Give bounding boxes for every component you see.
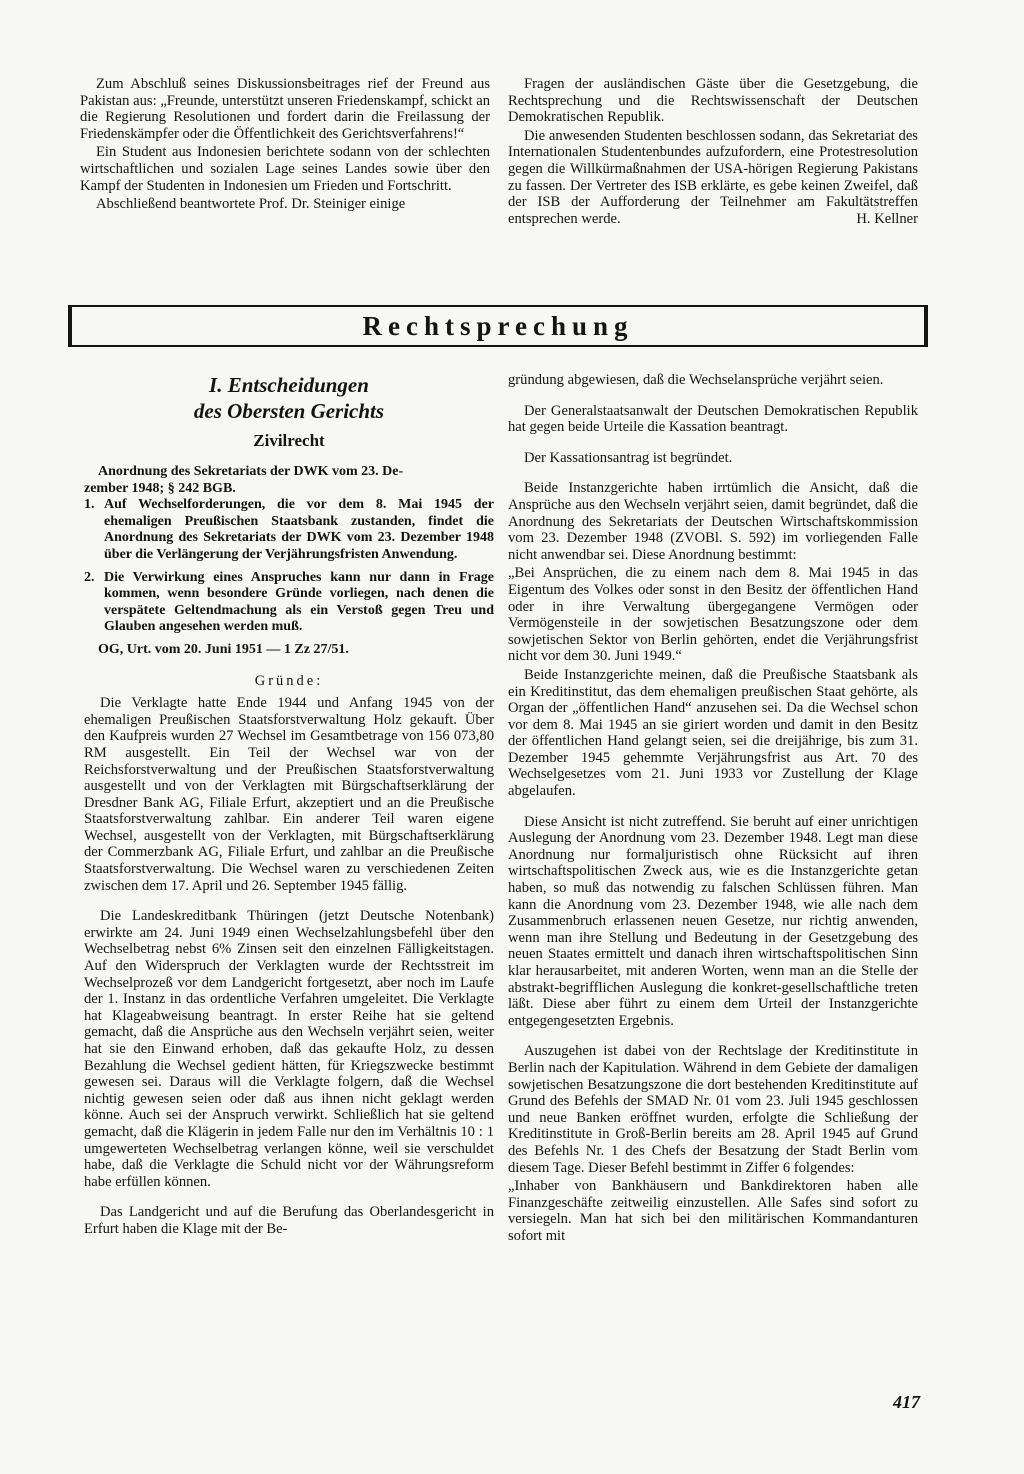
headnote-text: Auf Wechselforderungen, die vor dem 8. Mai 1945 der ehemaligen Preußischen Staatsbank zustanden, findet die Anordnung des Sekretariats der DWK vom 23. Dezember 1948 über die Verlängerung der Verjährungsfristen Anwendung. (104, 497, 494, 562)
paragraph: Die Verklagte hatte Ende 1944 und Anfang 1945 von der ehemaligen Preußischen Staatsforstverwaltung Holz gekauft. Über den Kaufpreis wurden 27 Wechsel im Gesamtbetrage von 156 073,80 RM ausgestellt. Ein Teil der Wechsel war von der Reichsforstverwaltung und der Preußischen Staatsforstverwaltung ausgestellt und von der Verklagten mit Bürgschaftserklärung der Dresdner Bank AG, Filiale Erfurt, akzeptiert und an die Preußische Staatsforstverwaltung zahlbar. Ein anderer Teil waren eigene Wechsel, ausgestellt von der Verklagten, mit Bürgschaftserklärung der Commerzbank AG, Filiale Erfurt, und zahlbar an die Preußische Staatsforstverwaltung. Die Wechsel waren zu verschiedenen Zeiten zwischen dem 17. April und 26. September 1945 fällig. (84, 695, 494, 894)
paragraph: Zum Abschluß seines Diskussionsbeitrages rief der Freund aus Pakistan aus: „Freunde, unterstützt unseren Friedenskampf, schickt an die Regierung Resolutionen und fordert darin die Freilassung der Friedenskämpfer oder die Öffentlichkeit des Gerichtsverfahrens!“ (80, 76, 490, 142)
subheading: Zivilrecht (253, 431, 325, 450)
paragraph: Auszugehen ist dabei von der Rechtslage der Kreditinstitute in Berlin nach der Kapitulation. Während in dem Gebiete der damaligen sowjetischen Besatzungszone die dort bestehenden Kreditinstitute auf Grund des Befehls der SMAD Nr. 01 vom 23. Juli 1945 geschlossen und neue Banken eröffnet wurden, erfolgte die Schließung der Kreditinstitute in Groß-Berlin bereits am 28. April 1945 auf Grund des Befehls Nr. 1 des Chefs der Besatzung der Stadt Berlin vom diesem Tage. Dieser Befehl bestimmt in Ziffer 6 folgendes: (508, 1043, 918, 1176)
paragraph-text: Die anwesenden Studenten beschlossen sodann, das Sekretariat des Internationalen Studentenbundes aufzufordern, eine Protestresolution gegen die Willkürmaßnahmen der USA-hörigen Regierung Pakistans zu fassen. Der Vertreter des ISB erklärte, es gebe keinen Zweifel, daß der ISB der Aufforderung der Teilnehmer am Fakultätstreffen entsprechen werde. (508, 127, 918, 227)
right-column (508, 372, 918, 1245)
regulation-line: Anordnung des Sekretariats der DWK vom 23. De- (98, 464, 404, 479)
headnote-item (84, 570, 494, 636)
paragraph: Abschließend beantwortete Prof. Dr. Steiniger einige (96, 196, 406, 213)
left-column (84, 372, 494, 1238)
paragraph: gründung abgewiesen, daß die Wechselansprüche verjährt seien. (508, 372, 884, 388)
top-right-column (508, 76, 918, 227)
paragraph: Die Landeskreditbank Thüringen (jetzt Deutsche Notenbank) erwirkte am 24. Juni 1949 einen Wechselzahlungsbefehl über den Wechselbetrag nebst 6% Zinsen seit den einzelnen Fälligkeitstagen. Auf den Widerspruch der Verklagten wurde der Rechtsstreit im Wechselprozeß vor dem Landgericht fortgesetzt, aber noch im Laufe der 1. Instanz in das ordentliche Verfahren umgeleitet. Die Verklagte hat Klageabweisung beantragt. In erster Reihe hat sie geltend gemacht, daß die Ansprüche aus den Wechseln verjährt seien, weiter hat sie den Einwand erhoben, daß das gekaufte Holz, zu dessen Bezahlung die Wechsel gedient hätten, für Kriegszwecke bestimmt gewesen sei. Daraus will die Verklagte folgern, daß die Wechsel nichtig gewesen seien oder daß aus ihnen nicht geklagt werden könne. Auch sei der Anspruch verwirkt. Schließlich hat sie geltend gemacht, daß die Klägerin in jedem Falle nur den im Verhältnis 10 : 1 umgewerteten Wechselbetrag verlangen könne, weil sie verschuldet habe, daß die Verklagte die Schuld nicht vor der Währungsreform habe erfüllen können. (84, 908, 494, 1190)
author-signature: H. Kellner (856, 210, 918, 227)
headnotes-list (84, 497, 494, 636)
paragraph: Der Generalstaatsanwalt der Deutschen Demokratischen Republik hat gegen beide Urteile die Kassation beantragt. (508, 402, 918, 436)
section-header-box (68, 305, 928, 347)
paragraph: Diese Ansicht ist nicht zutreffend. Sie beruht auf einer unrichtigen Auslegung der Anordnung vom 23. Dezember 1948. Legt man diese Anordnung nur formaljuristisch ohne Rücksicht auf ihren wirtschaftspolitischen Zweck aus, wie es die Instanzgerichte getan haben, so muß das notwendig zu falschen Schlüssen führen. Man kann die Anordnung vom 23. Dezember 1948, wie alle nach dem Zusammenbruch erlassenen neuen Gesetze, nur richtig anwenden, wenn man ihre Stellung und Bedeutung in der Gesetzgebung des neuen Staates ermittelt und danach ihren wirtschaftspolitischen Sinn klar herausarbeitet, mit anderen Worten, wenn man an die Stelle der abstrakt-begrifflichen Auslegung die konkret-gesellschaftliche treten läßt. Diese aber führt zu einem dem Urteil der Instanzgerichte entgegengesetzten Ergebnis. (508, 813, 918, 1029)
regulation-line: zember 1948; § 242 BGB. (84, 480, 236, 496)
section-title: Rechtsprechung (362, 310, 634, 341)
headnote-number: 1. (84, 497, 95, 513)
quotation: „Inhaber von Bankhäusern und Bankdirektoren haben alle Finanzgeschäfte zeitweilig einzustellen. Alle Safes sind sofort zu versiegeln. Man hat sich bei den militärischen Kommandanturen sofort mit (508, 1178, 918, 1244)
paragraph: Beide Instanzgerichte haben irrtümlich die Ansicht, daß die Ansprüche aus den Wechseln verjährt seien, damit begründet, daß die Anordnung des Sekretariats der Deutschen Wirtschaftskommission vom 23. Dezember 1948 (ZVOBl. S. 592) im vorliegenden Falle nicht anwendbar sei. Diese Anordnung bestimmt: (508, 480, 918, 563)
paragraph: Das Landgericht und auf die Berufung das Oberlandesgericht in Erfurt haben die Klage mit der Be- (84, 1204, 494, 1237)
headnote-text: Die Verwirkung eines Anspruches kann nur dann in Frage kommen, wenn besondere Gründe vorliegen, nach denen die verspätete Geltendmachung als ein Verstoß gegen Treu und Glauben angesehen werden muß. (104, 569, 494, 635)
paragraph: Beide Instanzgerichte meinen, daß die Preußische Staatsbank als ein Kreditinstitut, das dem ehemaligen preußischen Staat gehörte, als Organ der „öffentlichen Hand“ anzusehen sei. Da die Wechsel schon vor dem 8. Mai 1945 an sie giriert worden und damit in den Besitz der öffentlichen Hand gelangt seien, sei die dreijährige, bis zum 31. Dezember 1945 gehemmte Verjährungsfrist aus Art. 70 des Wechselgesetzes vom 21. Juni 1933 vor Zustellung der Klage abgelaufen. (508, 666, 918, 800)
paragraph (508, 128, 918, 228)
regulation-reference (84, 464, 494, 497)
paragraph: Fragen der ausländischen Gäste über die Gesetzgebung, die Rechtsprechung und die Rechtswissenschaft der Deutschen Demokratischen Republik. (508, 76, 918, 126)
page-number: 417 (893, 1392, 920, 1412)
court-citation: OG, Urt. vom 20. Juni 1951 — 1 Zz 27/51. (98, 641, 349, 657)
quotation: „Bei Ansprüchen, die zu einem nach dem 8. Mai 1945 in das Eigentum des Volkes oder sonst in den Besitz der öffentlichen Hand oder in ihre Verwaltung übergegangene Vermögen oder Vermögensteile in der sowjetischen Besatzungszone oder dem sowjetischen Sektor von Berlin gehörten, endet die Verjährungsfrist nicht vor dem 30. Juni 1949.“ (508, 565, 918, 665)
reasons-label: Gründe: (254, 672, 324, 689)
paragraph: Ein Student aus Indonesien berichtete sodann von der schlechten wirtschaftlichen und sozialen Lage seines Landes sowie über den Kampf der Studenten in Indonesien um Frieden und Fortschritt. (80, 144, 490, 194)
top-left-column (80, 76, 490, 213)
headnote-item (84, 497, 494, 563)
paragraph: Der Kassationsantrag ist begründet. (524, 449, 733, 466)
heading-line: des Obersten Gerichts (193, 399, 385, 423)
heading-line: I. Entscheidungen (209, 373, 369, 397)
headnote-number: 2. (84, 569, 95, 585)
